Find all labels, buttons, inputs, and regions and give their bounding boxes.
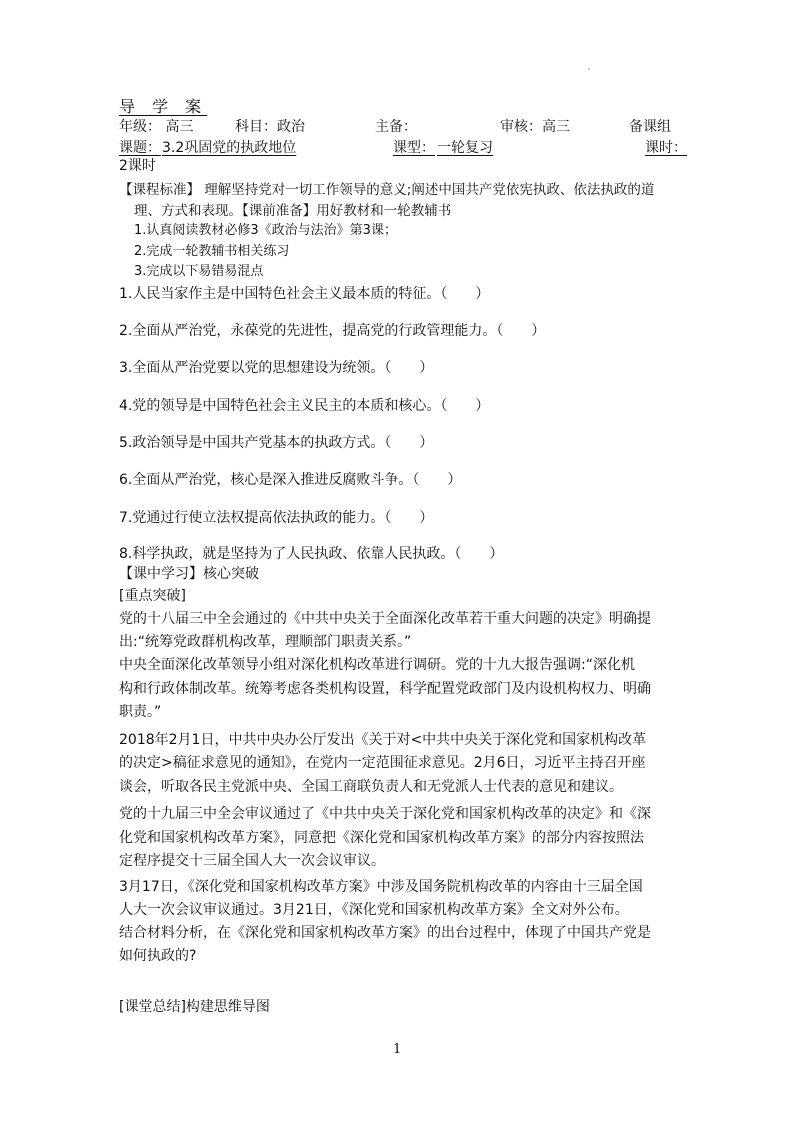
material-line: 党的十八届三中全会通过的《中共中央关于全面深化改革若干重大问题的决定》明确提 — [119, 611, 651, 627]
material-line: 谈会，听取各民主党派中央、全国工商联负责人和无党派人士代表的意见和建议。 — [119, 779, 623, 795]
section-study: 【课中学习】核心突破 — [119, 566, 259, 582]
doc-title: 导 学 案 — [119, 97, 208, 116]
topic-label: 课题： — [119, 140, 161, 156]
question-8: 8.科学执政，就是坚持为了人民执政、依靠人民执政。（ ） — [119, 546, 504, 562]
subject-label: 科目：政治 — [235, 119, 305, 135]
question-4: 4.党的领导是中国特色社会主义民主的本质和核心。（ ） — [119, 398, 490, 414]
group-label: 备课组 — [629, 119, 671, 135]
question-6: 6.全面从严治党，核心是深入推进反腐败斗争。（ ） — [119, 472, 462, 488]
material-line: 职责。” — [119, 704, 162, 720]
question-3: 3.全面从严治党要以党的思想建设为统领。（ ） — [119, 360, 434, 376]
material-question: 如何执政的? — [119, 948, 197, 964]
material-line: 化党和国家机构改革方案》，同意把《深化党和国家机构改革方案》的部分内容按照法 — [119, 830, 644, 846]
prep-label: 主备： — [375, 119, 417, 135]
material-line: 的决定>稿征求意见的通知》，在党内一定范围征求意见。2月6日，习近平主持召开座 — [119, 755, 646, 771]
material-line: 人大一次会议审议通过。3月21日，《深化党和国家机构改革方案》全文对外公布。 — [119, 902, 629, 918]
material-line: 中央全面深化改革领导小组对深化机构改革进行调研。党的十九大报告强调:“深化机 — [119, 657, 635, 673]
material-line: 党的十九届三中全会审议通过了《中共中央关于深化党和国家机构改革的决定》和《深 — [119, 806, 651, 822]
material-line: 3月17日，《深化党和国家机构改革方案》中涉及国务院机构改革的内容由十三届全国 — [119, 879, 643, 895]
question-5: 5.政治领导是中国共产党基本的执政方式。（ ） — [119, 435, 434, 451]
prep-item-1: 1.认真阅读教材必修3《政治与法治》第3课； — [134, 223, 397, 238]
standard-line-1: 【课程标准】 理解坚持党对一切工作领导的意义;阐述中国共产党依宪执政、依法执政的道 — [119, 182, 655, 198]
material-line: 2018年2月1日，中共中央办公厅发出《关于对<中共中央关于深化党和国家机构改革 — [119, 732, 647, 748]
type-value: 一轮复习 — [437, 140, 493, 156]
period-value: 2课时 — [119, 158, 156, 174]
topic-value: 3.2巩固党的执政地位 — [162, 140, 297, 156]
question-7: 7.党通过行使立法权提高依法执政的能力。（ ） — [119, 510, 434, 526]
material-line: 构和行政体制改革。统筹考虑各类机构设置，科学配置党政部门及内设机构权力、明确 — [119, 681, 651, 697]
period-label: 课时： — [645, 140, 687, 156]
question-1: 1.人民当家作主是中国特色社会主义最本质的特征。（ ） — [119, 286, 490, 302]
prep-item-3: 3.完成以下易错易混点 — [134, 264, 264, 279]
section-focus: [重点突破] — [119, 588, 186, 604]
type-label: 课型： — [393, 140, 435, 156]
review-label: 审核：高三 — [500, 119, 570, 135]
material-line: 出:“统筹党政群机构改革，理顺部门职责关系。” — [119, 634, 412, 650]
material-question: 结合材料分析，在《深化党和国家机构改革方案》的出台过程中，体现了中国共产党是 — [119, 925, 651, 941]
grade-label: 年级： 高三 — [119, 119, 194, 135]
question-2: 2.全面从严治党，永葆党的先进性，提高党的行政管理能力。（ ） — [119, 323, 546, 339]
page-number: 1 — [393, 1042, 402, 1057]
summary-heading: [课堂总结]构建思维导图 — [119, 999, 270, 1015]
material-line: 定程序提交十三届全国人大一次会议审议。 — [119, 853, 385, 869]
stray-dot — [588, 68, 590, 70]
prep-item-2: 2.完成一轮教辅书相关练习 — [134, 244, 290, 259]
standard-line-2: 理、方式和表现。【课前准备】用好教材和一轮教辅书 — [134, 203, 452, 219]
